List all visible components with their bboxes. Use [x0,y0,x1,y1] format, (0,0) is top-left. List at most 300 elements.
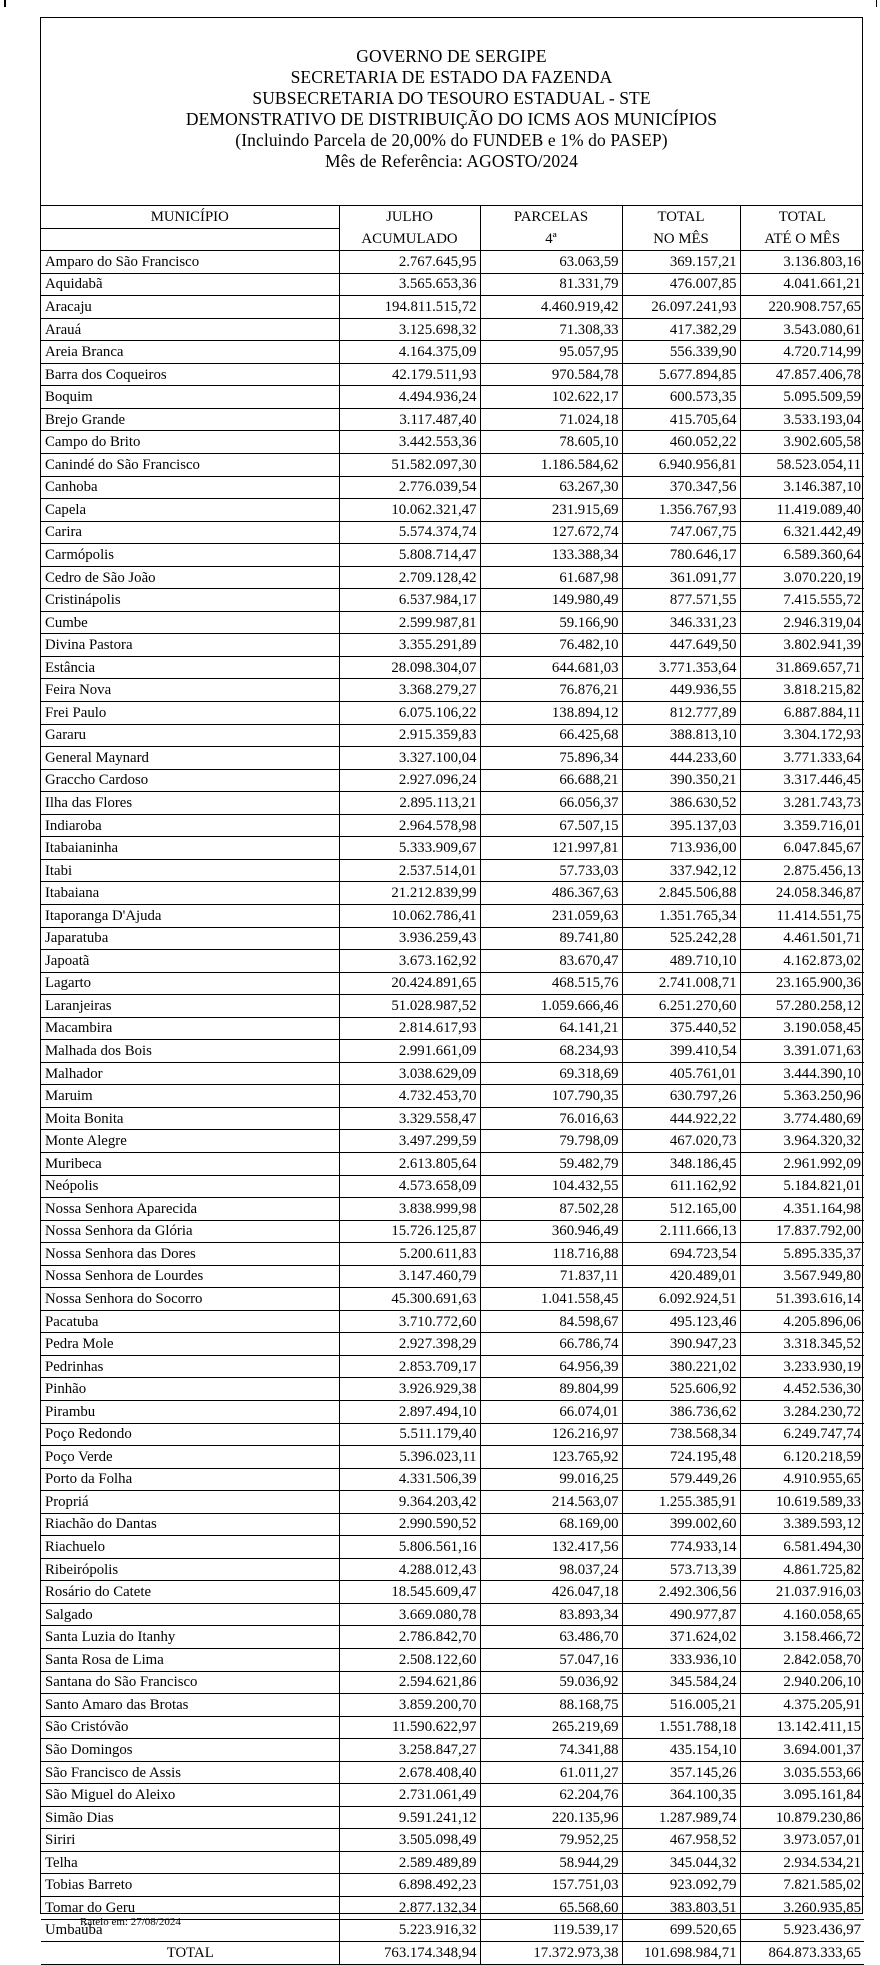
julho-acumulado: 4.494.936,24 [339,386,480,409]
total-no-mes: 1.287.989,74 [622,1806,740,1829]
parcela-4: 81.331,79 [480,273,622,296]
municipio-name: Nossa Senhora de Lourdes [41,1265,339,1288]
header-line-reference-month: Mês de Referência: AGOSTO/2024 [325,151,578,171]
table-row [41,679,864,702]
parcela-4: 63.063,59 [480,251,622,274]
parcela-4: 138.894,12 [480,702,622,725]
total-ate-o-mes: 3.567.949,80 [740,1265,864,1288]
total-no-mes: 3.771.353,64 [622,656,740,679]
total-no-mes: 476.007,85 [622,273,740,296]
table-row [41,1874,864,1897]
column-header-total-ate: TOTAL [740,206,864,228]
total-no-mes: 357.145,26 [622,1761,740,1784]
header-line-secretariat: SECRETARIA DE ESTADO DA FAZENDA [290,67,613,87]
total-no-mes: 5.677.894,85 [622,363,740,386]
julho-acumulado: 3.926.929,38 [339,1378,480,1401]
total-no-mes: 369.157,21 [622,251,740,274]
municipio-name: Pedra Mole [41,1333,339,1356]
julho-acumulado: 2.613.805,64 [339,1152,480,1175]
table-row [41,1536,864,1559]
table-row [41,1400,864,1423]
table-row [41,1017,864,1040]
table-row [41,521,864,544]
total-no-mes: 630.797,26 [622,1085,740,1108]
total-ate-o-mes: 10.619.589,33 [740,1491,864,1514]
parcela-4: 71.837,11 [480,1265,622,1288]
municipio-name: Tomar do Geru [41,1897,339,1920]
municipio-name: Campo do Brito [41,431,339,454]
julho-acumulado: 3.117.487,40 [339,408,480,431]
parcela-4: 157.751,03 [480,1874,622,1897]
parcela-4: 62.204,76 [480,1784,622,1807]
municipio-name: Aracaju [41,296,339,319]
total-label: TOTAL [41,1942,339,1965]
parcela-4: 220.135,96 [480,1806,622,1829]
julho-acumulado: 5.333.909,67 [339,837,480,860]
table-row [41,1152,864,1175]
parcela-4: 66.425,68 [480,724,622,747]
table-row [41,1851,864,1874]
table-row [41,454,864,477]
column-header-municipio: MUNICÍPIO [41,206,339,228]
julho-acumulado: 21.212.839,99 [339,882,480,905]
total-ate-o-mes: 7.415.555,72 [740,589,864,612]
julho-acumulado: 3.147.460,79 [339,1265,480,1288]
total-ate-o-mes: 4.162.873,02 [740,950,864,973]
total-julho-acumulado: 763.174.348,94 [339,1942,480,1965]
total-ate-o-mes: 3.802.941,39 [740,634,864,657]
column-subheader-parcela-4: 4ª [480,228,622,251]
julho-acumulado: 2.853.709,17 [339,1355,480,1378]
parcela-4: 644.681,03 [480,656,622,679]
julho-acumulado: 2.895.113,21 [339,792,480,815]
total-ate-o-mes: 51.393.616,14 [740,1288,864,1311]
table-row [41,476,864,499]
total-no-mes: 420.489,01 [622,1265,740,1288]
julho-acumulado: 2.877.132,34 [339,1897,480,1920]
parcela-4: 132.417,56 [480,1536,622,1559]
table-row [41,1829,864,1852]
municipio-name: Boquim [41,386,339,409]
municipio-name: Laranjeiras [41,995,339,1018]
parcela-4: 231.915,69 [480,499,622,522]
parcela-4: 57.733,03 [480,859,622,882]
julho-acumulado: 3.327.100,04 [339,747,480,770]
total-no-mes: 713.936,00 [622,837,740,860]
parcela-4: 1.041.558,45 [480,1288,622,1311]
total-ate-o-mes: 3.233.930,19 [740,1355,864,1378]
table-row [41,1649,864,1672]
julho-acumulado: 2.594.621,86 [339,1671,480,1694]
total-ate-o-mes: 4.861.725,82 [740,1558,864,1581]
municipio-name: Divina Pastora [41,634,339,657]
total-ate-o-mes: 6.120.218,59 [740,1446,864,1469]
column-header-total-mes: TOTAL [622,206,740,228]
total-no-mes: 348.186,45 [622,1152,740,1175]
total-ate-o-mes: 3.391.071,63 [740,1040,864,1063]
municipio-name: Ilha das Flores [41,792,339,815]
julho-acumulado: 4.732.453,70 [339,1085,480,1108]
parcela-4: 1.186.584,62 [480,454,622,477]
total-ate-o-mes: 3.304.172,93 [740,724,864,747]
table-row [41,1716,864,1739]
parcela-4: 89.741,80 [480,927,622,950]
total-no-mes: 812.777,89 [622,702,740,725]
total-ate-o-mes: 4.205.896,06 [740,1310,864,1333]
table-row [41,1220,864,1243]
parcela-4: 66.056,37 [480,792,622,815]
municipio-name: Neópolis [41,1175,339,1198]
julho-acumulado: 9.591.241,12 [339,1806,480,1829]
total-no-mes: 415.705,64 [622,408,740,431]
total-ate-o-mes: 3.095.161,84 [740,1784,864,1807]
total-ate-o-mes: 6.581.494,30 [740,1536,864,1559]
municipio-name: Poço Redondo [41,1423,339,1446]
julho-acumulado: 2.991.661,09 [339,1040,480,1063]
parcela-4: 107.790,35 [480,1085,622,1108]
julho-acumulado: 2.508.122,60 [339,1649,480,1672]
table-row [41,1378,864,1401]
total-ate-o-mes: 11.414.551,75 [740,904,864,927]
julho-acumulado: 2.599.987,81 [339,611,480,634]
total-parcelas: 17.372.973,38 [480,1942,622,1965]
table-header-row-top [41,206,864,228]
total-no-mes: 346.331,23 [622,611,740,634]
page-top-marks [0,0,880,8]
municipio-name: São Cristóvão [41,1716,339,1739]
total-no-mes: 525.242,28 [622,927,740,950]
table-row [41,1310,864,1333]
table-row [41,251,864,274]
column-header-parcelas: PARCELAS [480,206,622,228]
julho-acumulado: 3.497.299,59 [339,1130,480,1153]
table-row [41,499,864,522]
table-row [41,1806,864,1829]
parcela-4: 83.670,47 [480,950,622,973]
julho-acumulado: 2.814.617,93 [339,1017,480,1040]
julho-acumulado: 20.424.891,65 [339,972,480,995]
table-row [41,859,864,882]
document-header [41,18,862,206]
municipio-name: Nossa Senhora da Glória [41,1220,339,1243]
table-row [41,386,864,409]
table-row [41,1581,864,1604]
total-no-mes: 747.067,75 [622,521,740,544]
total-no-mes: 1.255.385,91 [622,1491,740,1514]
total-ate-o-mes: 57.280.258,12 [740,995,864,1018]
municipio-name: Itabaiana [41,882,339,905]
total-ate-o-mes: 5.184.821,01 [740,1175,864,1198]
total-no-mes: 738.568,34 [622,1423,740,1446]
total-ate-o-mes: 2.875.456,13 [740,859,864,882]
parcela-4: 4.460.919,42 [480,296,622,319]
total-no-mes: 2.845.506,88 [622,882,740,905]
parcela-4: 71.024,18 [480,408,622,431]
julho-acumulado: 6.075.106,22 [339,702,480,725]
municipio-name: Riachão do Dantas [41,1513,339,1536]
parcela-4: 149.980,49 [480,589,622,612]
total-ate-o-mes: 3.444.390,10 [740,1062,864,1085]
municipio-name: Tobias Barreto [41,1874,339,1897]
total-no-mes: 2.492.306,56 [622,1581,740,1604]
julho-acumulado: 4.164.375,09 [339,341,480,364]
total-no-mes: 512.165,00 [622,1198,740,1221]
julho-acumulado: 45.300.691,63 [339,1288,480,1311]
parcela-4: 970.584,78 [480,363,622,386]
municipio-name: Nossa Senhora Aparecida [41,1198,339,1221]
header-line-title: DEMONSTRATIVO DE DISTRIBUIÇÃO DO ICMS AOS MUNICÍPIOS [185,109,718,129]
municipio-name: Carmópolis [41,544,339,567]
table-row [41,769,864,792]
total-ate-o-mes: 58.523.054,11 [740,454,864,477]
parcela-4: 78.605,10 [480,431,622,454]
total-no-mes: 435.154,10 [622,1739,740,1762]
total-ate-o-mes: 3.771.333,64 [740,747,864,770]
municipio-name: Riachuelo [41,1536,339,1559]
julho-acumulado: 2.776.039,54 [339,476,480,499]
parcela-4: 59.166,90 [480,611,622,634]
municipio-name: Aquidabã [41,273,339,296]
table-row [41,882,864,905]
table-row [41,1491,864,1514]
total-no-mes: 386.630,52 [622,792,740,815]
julho-acumulado: 2.927.398,29 [339,1333,480,1356]
total-no-mes: 361.091,77 [622,566,740,589]
total-ate-o-mes: 3.035.553,66 [740,1761,864,1784]
julho-acumulado: 5.574.374,74 [339,521,480,544]
total-ate-o-mes: 3.284.230,72 [740,1400,864,1423]
parcela-4: 58.944,29 [480,1851,622,1874]
table-row [41,1062,864,1085]
municipio-name: Pinhão [41,1378,339,1401]
total-ate-o-mes: 4.720.714,99 [740,341,864,364]
total-no-mes: 333.936,10 [622,1649,740,1672]
parcela-4: 95.057,95 [480,341,622,364]
julho-acumulado: 2.767.645,95 [339,251,480,274]
municipio-name: Cumbe [41,611,339,634]
total-no-mes: 600.573,35 [622,386,740,409]
municipio-name: Macambira [41,1017,339,1040]
parcela-4: 66.074,01 [480,1400,622,1423]
julho-acumulado: 2.731.061,49 [339,1784,480,1807]
julho-acumulado: 3.710.772,60 [339,1310,480,1333]
table-row [41,1355,864,1378]
municipio-name: Cristinápolis [41,589,339,612]
municipio-name: São Miguel do Aleixo [41,1784,339,1807]
parcela-4: 61.011,27 [480,1761,622,1784]
municipio-name: Canindé do São Francisco [41,454,339,477]
crop-mark-right [876,0,878,7]
parcela-4: 133.388,34 [480,544,622,567]
parcela-4: 63.486,70 [480,1626,622,1649]
parcela-4: 121.997,81 [480,837,622,860]
total-no-mes: 877.571,55 [622,589,740,612]
table-row [41,1085,864,1108]
total-ate-o-mes: 2.934.534,21 [740,1851,864,1874]
total-no-mes: 444.233,60 [622,747,740,770]
total-ate-o-mes: 5.923.436,97 [740,1919,864,1942]
table-header-row-bottom [41,228,864,251]
total-no-mes: 375.440,52 [622,1017,740,1040]
total-ate-o-mes: 21.037.916,03 [740,1581,864,1604]
total-ate-o-mes: 3.389.593,12 [740,1513,864,1536]
total-no-mes: 390.350,21 [622,769,740,792]
total-no-mes: 370.347,56 [622,476,740,499]
total-no-mes: 399.410,54 [622,1040,740,1063]
table-row [41,837,864,860]
julho-acumulado: 5.808.714,47 [339,544,480,567]
table-row [41,747,864,770]
julho-acumulado: 3.673.162,92 [339,950,480,973]
table-row [41,273,864,296]
total-ate-o-mes: 6.589.360,64 [740,544,864,567]
municipio-name: Santo Amaro das Brotas [41,1694,339,1717]
julho-acumulado: 51.582.097,30 [339,454,480,477]
total-ate-o-mes: 3.317.446,45 [740,769,864,792]
total-ate-o-mes: 3.146.387,10 [740,476,864,499]
julho-acumulado: 10.062.321,47 [339,499,480,522]
header-line-subtitle: (Incluindo Parcela de 20,00% do FUNDEB e 1% do PASEP) [235,130,668,150]
total-no-mes: 2.111.666,13 [622,1220,740,1243]
parcela-4: 66.688,21 [480,769,622,792]
municipio-name: Umbaúba [41,1919,339,1942]
total-ate-o-mes: 7.821.585,02 [740,1874,864,1897]
julho-acumulado: 3.859.200,70 [339,1694,480,1717]
table-row [41,363,864,386]
municipio-name: Lagarto [41,972,339,995]
total-ate-o-mes: 220.908.757,65 [740,296,864,319]
julho-acumulado: 2.678.408,40 [339,1761,480,1784]
table-row [41,1626,864,1649]
julho-acumulado: 3.329.558,47 [339,1107,480,1130]
julho-acumulado: 51.028.987,52 [339,995,480,1018]
parcela-4: 59.036,92 [480,1671,622,1694]
table-row [41,724,864,747]
total-no-mes: 460.052,22 [622,431,740,454]
municipio-name: Frei Paulo [41,702,339,725]
total-no-mes: 101.698.984,71 [622,1942,740,1965]
column-subheader-ate-o-mes: ATÉ O MÊS [740,228,864,251]
total-no-mes: 26.097.241,93 [622,296,740,319]
parcela-4: 214.563,07 [480,1491,622,1514]
total-ate-o-mes: 3.973.057,01 [740,1829,864,1852]
julho-acumulado: 2.897.494,10 [339,1400,480,1423]
municipio-name: Propriá [41,1491,339,1514]
municipio-name: Graccho Cardoso [41,769,339,792]
municipio-name: Gararu [41,724,339,747]
table-row [41,927,864,950]
municipio-name: Siriri [41,1829,339,1852]
table-row [41,1558,864,1581]
total-no-mes: 390.947,23 [622,1333,740,1356]
municipio-name: Areia Branca [41,341,339,364]
municipio-name: Santa Rosa de Lima [41,1649,339,1672]
municipio-name: Japoatã [41,950,339,973]
parcela-4: 265.219,69 [480,1716,622,1739]
total-ate-o-mes: 6.321.442,49 [740,521,864,544]
table-row [41,1671,864,1694]
total-ate-o-mes: 2.961.992,09 [740,1152,864,1175]
parcela-4: 64.141,21 [480,1017,622,1040]
parcela-4: 71.308,33 [480,318,622,341]
parcela-4: 61.687,98 [480,566,622,589]
total-ate-o-mes: 3.543.080,61 [740,318,864,341]
municipio-name: Porto da Folha [41,1468,339,1491]
table-row [41,1175,864,1198]
total-ate-o-mes: 4.351.164,98 [740,1198,864,1221]
municipio-name: Brejo Grande [41,408,339,431]
municipio-name: Salgado [41,1603,339,1626]
table-row [41,702,864,725]
municipio-name: General Maynard [41,747,339,770]
parcela-4: 119.539,17 [480,1919,622,1942]
municipio-name: São Domingos [41,1739,339,1762]
table-row [41,972,864,995]
table-row [41,341,864,364]
parcela-4: 123.765,92 [480,1446,622,1469]
total-no-mes: 579.449,26 [622,1468,740,1491]
municipio-name: Carira [41,521,339,544]
total-ate-o-mes: 3.136.803,16 [740,251,864,274]
municipio-name: Amparo do São Francisco [41,251,339,274]
table-total-row [41,1942,864,1965]
julho-acumulado: 3.038.629,09 [339,1062,480,1085]
municipio-name: Muribeca [41,1152,339,1175]
municipio-name: Malhador [41,1062,339,1085]
total-no-mes: 516.005,21 [622,1694,740,1717]
header-line-government: GOVERNO DE SERGIPE [356,46,547,66]
parcela-4: 88.168,75 [480,1694,622,1717]
municipio-name: Pacatuba [41,1310,339,1333]
total-no-mes: 380.221,02 [622,1355,740,1378]
julho-acumulado: 42.179.511,93 [339,363,480,386]
total-no-mes: 1.551.788,18 [622,1716,740,1739]
table-row [41,995,864,1018]
table-row [41,634,864,657]
table-row [41,1739,864,1762]
column-subheader-no-mes: NO MÊS [622,228,740,251]
total-ate-o-mes: 5.363.250,96 [740,1085,864,1108]
municipio-name: Itaporanga D'Ajuda [41,904,339,927]
total-ate-o-mes: 3.359.716,01 [740,814,864,837]
table-row [41,318,864,341]
table-row [41,1333,864,1356]
total-no-mes: 405.761,01 [622,1062,740,1085]
julho-acumulado: 6.537.984,17 [339,589,480,612]
total-no-mes: 1.356.767,93 [622,499,740,522]
municipio-name: Telha [41,1851,339,1874]
parcela-4: 99.016,25 [480,1468,622,1491]
municipio-name: São Francisco de Assis [41,1761,339,1784]
julho-acumulado: 15.726.125,87 [339,1220,480,1243]
total-ate-o-mes: 4.452.536,30 [740,1378,864,1401]
parcela-4: 84.598,67 [480,1310,622,1333]
table-row [41,408,864,431]
total-no-mes: 495.123,46 [622,1310,740,1333]
parcela-4: 1.059.666,46 [480,995,622,1018]
parcela-4: 69.318,69 [480,1062,622,1085]
julho-acumulado: 2.964.578,98 [339,814,480,837]
total-no-mes: 6.251.270,60 [622,995,740,1018]
total-ate-o-mes: 3.964.320,32 [740,1130,864,1153]
total-ate-o-mes: 2.842.058,70 [740,1649,864,1672]
table-row [41,1761,864,1784]
parcela-4: 126.216,97 [480,1423,622,1446]
total-ate-o-mes: 3.694.001,37 [740,1739,864,1762]
parcela-4: 87.502,28 [480,1198,622,1221]
total-ate-o-mes: 3.902.605,58 [740,431,864,454]
julho-acumulado: 11.590.622,97 [339,1716,480,1739]
